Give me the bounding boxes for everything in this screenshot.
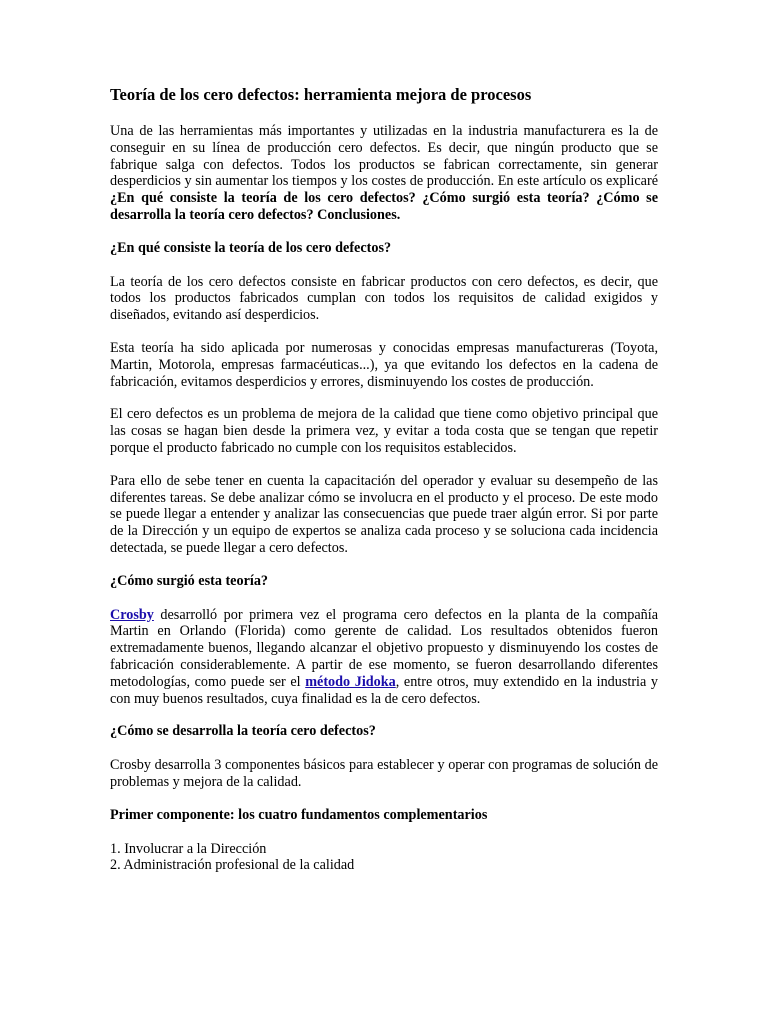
document-title: Teoría de los cero defectos: herramienta mejora de procesos: [110, 85, 532, 104]
list-item: 1. Involucrar a la Dirección: [110, 840, 267, 857]
section-heading-origin: ¿Cómo surgió esta teoría?: [110, 572, 269, 589]
section2-text-a: desarrolló por primera vez el programa cero defectos en la planta de la compañía Martin en Orlando (Florida) como gerente de calidad. Los resultados obtenidos fueron extremadamente buenos, llegando alcanzar el objetivo propuesto y disminuyendo los costes de fabricación considerablemente. A partir de ese momento, se fueron desarrollando diferentes metodologías, como puede ser el: [110, 606, 658, 690]
crosby-link[interactable]: Crosby: [110, 606, 154, 623]
section-heading-development: ¿Cómo se desarrolla la teoría cero defectos?: [110, 723, 376, 740]
section2-paragraph: [110, 607, 658, 708]
fundamentals-list: [110, 841, 658, 875]
section1-paragraph-2: Esta teoría ha sido aplicada por numerosas y conocidas empresas manufactureras (Toyota, Martin, Motorola, empresas farmacéuticas...), ya que evitando los defectos en la cadena de fabricación, evitamos desperdicios y errores, disminuyendo los costes de producción.: [110, 339, 658, 390]
list-item: 2. Administración profesional de la calidad: [110, 857, 355, 874]
section1-paragraph-3: El cero defectos es un problema de mejora de la calidad que tiene como objetivo principal que las cosas se hagan bien desde la primera vez, y evitar a toda costa que se tengan que repetir porque el producto fabricado no cumple con los requisitos establecidos.: [110, 406, 658, 456]
section2-text-b: , entre otros, muy extendido en la industria y con muy buenos resultados, cuya finalidad es la de cero defectos.: [110, 673, 658, 707]
intro-paragraph: [110, 123, 658, 224]
section1-paragraph-1: La teoría de los cero defectos consiste en fabricar productos con cero defectos, es decir, que todos los productos fabricados cumplan con todos los requisitos de calidad exigidos y diseñados, evitando así desperdicios.: [110, 273, 658, 324]
document-page: [110, 84, 658, 874]
jidoka-link[interactable]: método Jidoka: [305, 673, 396, 690]
section3-paragraph: Crosby desarrolla 3 componentes básicos para establecer y operar con programas de solución de problemas y mejora de la calidad.: [110, 757, 658, 790]
subheading-first-component: Primer componente: los cuatro fundamentos complementarios: [110, 806, 488, 823]
section-heading-what-is: ¿En qué consiste la teoría de los cero defectos?: [110, 239, 392, 256]
intro-bold-questions: ¿En qué consiste la teoría de los cero defectos? ¿Cómo surgió esta teoría? ¿Cómo se desarrolla la teoría cero defectos? Conclusiones.: [110, 190, 658, 223]
intro-text: Una de las herramientas más importantes y utilizadas en la industria manufacturera es la de conseguir en su línea de producción cero defectos. Es decir, que ningún producto que se fabrique salga con defectos. Todos los productos se fabrican correctamente, sin generar desperdicios y sin aumentar los tiempos y los costes de producción. En este artículo os explicaré: [110, 123, 658, 190]
section1-paragraph-4: Para ello de sebe tener en cuenta la capacitación del operador y evaluar su desempeño de las diferentes tareas. Se debe analizar cómo se involucra en el producto y el proceso. De este modo se puede llegar a entender y analizar las consecuencias que puede traer algún error. Si por parte de la Dirección y un equipo de expertos se analiza cada proceso y se soluciona cada incidencia detectada, se puede llegar a cero defectos.: [110, 472, 658, 556]
